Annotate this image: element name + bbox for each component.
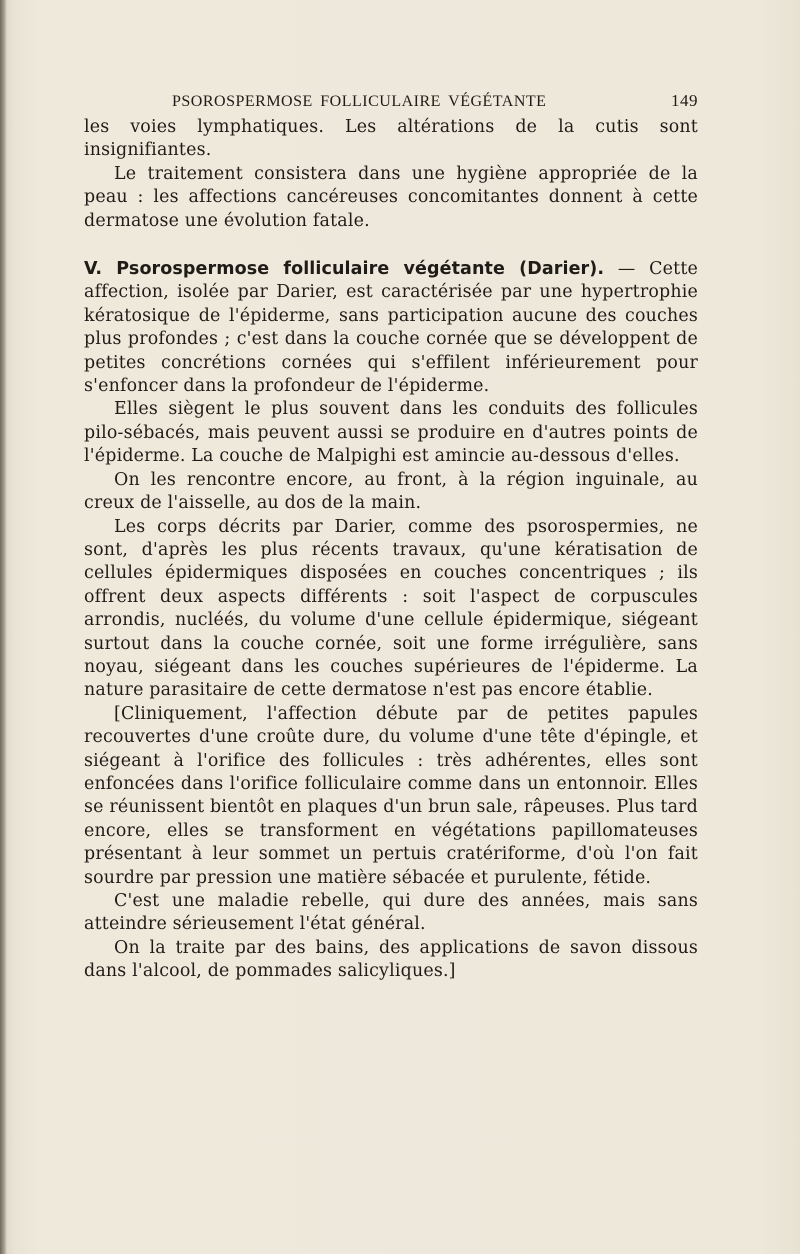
paragraph-9: On la traite par des bains, des applications de savon dissous dans l'alcool, de pommades salicyliques.] bbox=[84, 937, 698, 982]
body-text bbox=[84, 116, 698, 984]
paragraph-2: Le traitement consistera dans une hygiène appropriée de la peau : les affections cancéreuses concomitantes donnent à cette dermatose une évolution fatale. bbox=[84, 163, 698, 231]
running-head-title: PSOROSPERMOSE FOLLICULAIRE VÉGÉTANTE bbox=[172, 93, 547, 110]
section-title: V. Psorospermose folliculaire végétante (Darier). bbox=[84, 259, 605, 280]
paragraph-5: On les rencontre encore, au front, à la région inguinale, au creux de l'aisselle, au dos de la main. bbox=[84, 469, 698, 514]
paragraph-7: [Cliniquement, l'affection débute par de petites papules recouvertes d'une croûte dure, du volume d'une tête d'épingle, et siégeant à l'orifice des follicules : très adhérentes, elles sont enfoncées dans l'orifice folliculaire comme dans un entonnoir. Elles se réunissent bientôt en plaques d'un brun sale, râpeuses. Plus tard encore, elles se transforment en végétations papillomateuses présentant à leur sommet un pertuis cratériforme, d'où l'on fait sourdre par pression une matière sébacée et purulente, fétide. bbox=[84, 703, 698, 888]
paragraph-6: Les corps décrits par Darier, comme des psorospermies, ne sont, d'après les plus récents travaux, qu'une kératisation de cellules épidermiques disposées en couches concentriques ; ils offrent deux aspects différents : soit l'aspect de corpuscules arrondis, nucléés, du volume d'une cellule épidermique, siégeant surtout dans la couche cornée, soit une forme irrégulière, sans noyau, siégeant dans les couches supérieures de l'épiderme. La nature parasitaire de cette dermatose n'est pas encore établie. bbox=[84, 516, 698, 701]
section-paragraph bbox=[84, 258, 698, 398]
book-spine-shadow bbox=[0, 0, 7, 1254]
page-number: 149 bbox=[671, 91, 698, 110]
paragraph-1: les voies lymphatiques. Les altérations de la cutis sont insignifiantes. bbox=[84, 117, 698, 161]
page-content bbox=[84, 86, 698, 984]
running-head bbox=[172, 86, 698, 116]
paragraph-3: — Cette affection, isolée par Darier, est caractérisée par une hypertrophie kératosique de l'épiderme, sans participation aucune des couches plus profondes ; c'est dans la couche cornée que se développent de petites concrétions cornées qui s'effilent inférieurement pour s'enfoncer dans la profondeur de l'épiderme. bbox=[84, 259, 699, 397]
paragraph-8: C'est une maladie rebelle, qui dure des années, mais sans atteindre sérieusement l'état général. bbox=[84, 891, 698, 935]
paragraph-4: Elles siègent le plus souvent dans les conduits des follicules pilo-sébacés, mais peuvent aussi se produire en d'autres points de l'épiderme. La couche de Malpighi est amincie au-dessous d'elles. bbox=[84, 399, 698, 467]
section-gap bbox=[84, 233, 698, 258]
